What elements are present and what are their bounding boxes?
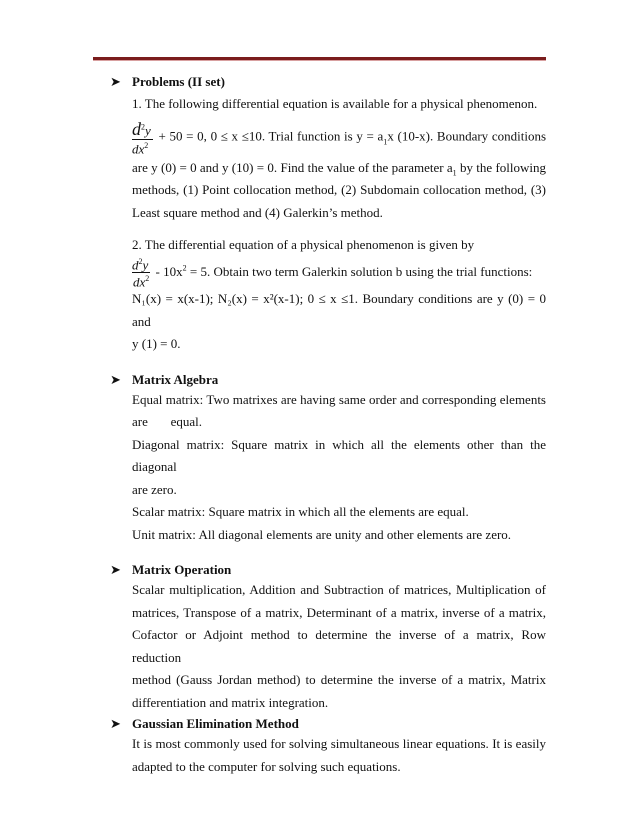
operation-line-4: method (Gauss Jordan method) to determine the inverse of a matrix, Matrix	[132, 672, 546, 688]
equal-matrix-line-2: are equal.	[132, 414, 203, 430]
problem-1-intro: 1. The following differential equation is available for a physical phenomenon.	[132, 96, 538, 111]
section-title: Matrix Algebra	[132, 371, 219, 387]
problem-2-intro: 2. The differential equation of a physical phenomenon is given by	[132, 237, 475, 253]
operation-line-3: Cofactor or Adjoint method to determine the inverse of a matrix, Row reduction	[132, 627, 546, 665]
arrowhead-bullet-icon: ➤	[110, 371, 121, 387]
section-body	[132, 93, 546, 356]
section-title: Gaussian Elimination Method	[132, 716, 299, 732]
second-derivative: $\frac{d^2y}{dx^2}$	[132, 256, 150, 290]
arrowhead-bullet-icon: ➤	[110, 74, 121, 89]
section-body	[132, 389, 546, 547]
operation-line-2: matrices, Transpose of a matrix, Determinant of a matrix, inverse of a matrix,	[132, 604, 546, 620]
section-matrix-operation	[110, 560, 546, 714]
operation-line-5: differentiation and matrix integration.	[132, 694, 329, 710]
section-matrix-algebra	[110, 370, 546, 547]
section-problems	[110, 72, 546, 356]
problem-1-line-3: methods, (1) Point collocation method, (2) Subdomain collocation method, (3)	[132, 182, 546, 198]
equal-matrix-line-1: Equal matrix: Two matrixes are having same order and corresponding elements	[132, 391, 546, 407]
content	[110, 72, 546, 778]
problem-2-line-2: N₁(x) = x(x-1); N₂(x) = x²(x-1); 0 ≤ x ≤1. Boundary conditions are y (0) = 0 and	[132, 291, 546, 329]
unit-matrix: Unit matrix: All diagonal elements are unity and other elements are zero.	[132, 526, 512, 542]
arrowhead-bullet-icon: ➤	[110, 562, 121, 578]
section-title: Matrix Operation	[132, 562, 232, 578]
operation-line-1: Scalar multiplication, Addition and Subtraction of matrices, Multiplication of	[132, 582, 546, 598]
gaussian-line-2: adapted to the computer for solving such equations.	[132, 758, 401, 774]
problem-2-equation: $\frac{d^2y}{dx^2}$ - $10x^2 = 5$. Obtain two term Galerkin solution b using the trial functions:	[132, 256, 533, 290]
gaussian-line-1: It is most commonly used for solving simultaneous linear equations. It is easily	[132, 736, 546, 752]
header-rule	[93, 57, 546, 61]
section-body	[132, 579, 546, 714]
diagonal-matrix-line-1: Diagonal matrix: Square matrix in which all the elements other than the diagonal	[132, 436, 546, 475]
scalar-matrix: Scalar matrix: Square matrix in which all the elements are equal.	[132, 504, 469, 520]
second-derivative: $\frac{d^2y}{dx^2}$	[132, 118, 151, 156]
section-body	[132, 733, 546, 778]
arrowhead-bullet-icon: ➤	[110, 716, 121, 732]
problem-1-equation: $\frac{d^2y}{dx^2}$ + 50 = 0, 0 ≤ x ≤10. Trial function is $y = a_1x$ (10-x). Boundary conditions	[132, 118, 547, 156]
section-title: Problems (II set)	[132, 74, 225, 89]
problem-2-line-3: y (1) = 0.	[132, 336, 181, 352]
diagonal-matrix-line-2: are zero.	[132, 481, 177, 497]
problem-1-line-4: Least square method and (4) Galerkin’s method.	[132, 204, 383, 220]
section-gaussian-elimination	[110, 714, 546, 778]
problem-1-line-2: are y (0) = 0 and y (10) = 0. Find the value of the parameter $a_1$ by the following	[132, 159, 547, 178]
